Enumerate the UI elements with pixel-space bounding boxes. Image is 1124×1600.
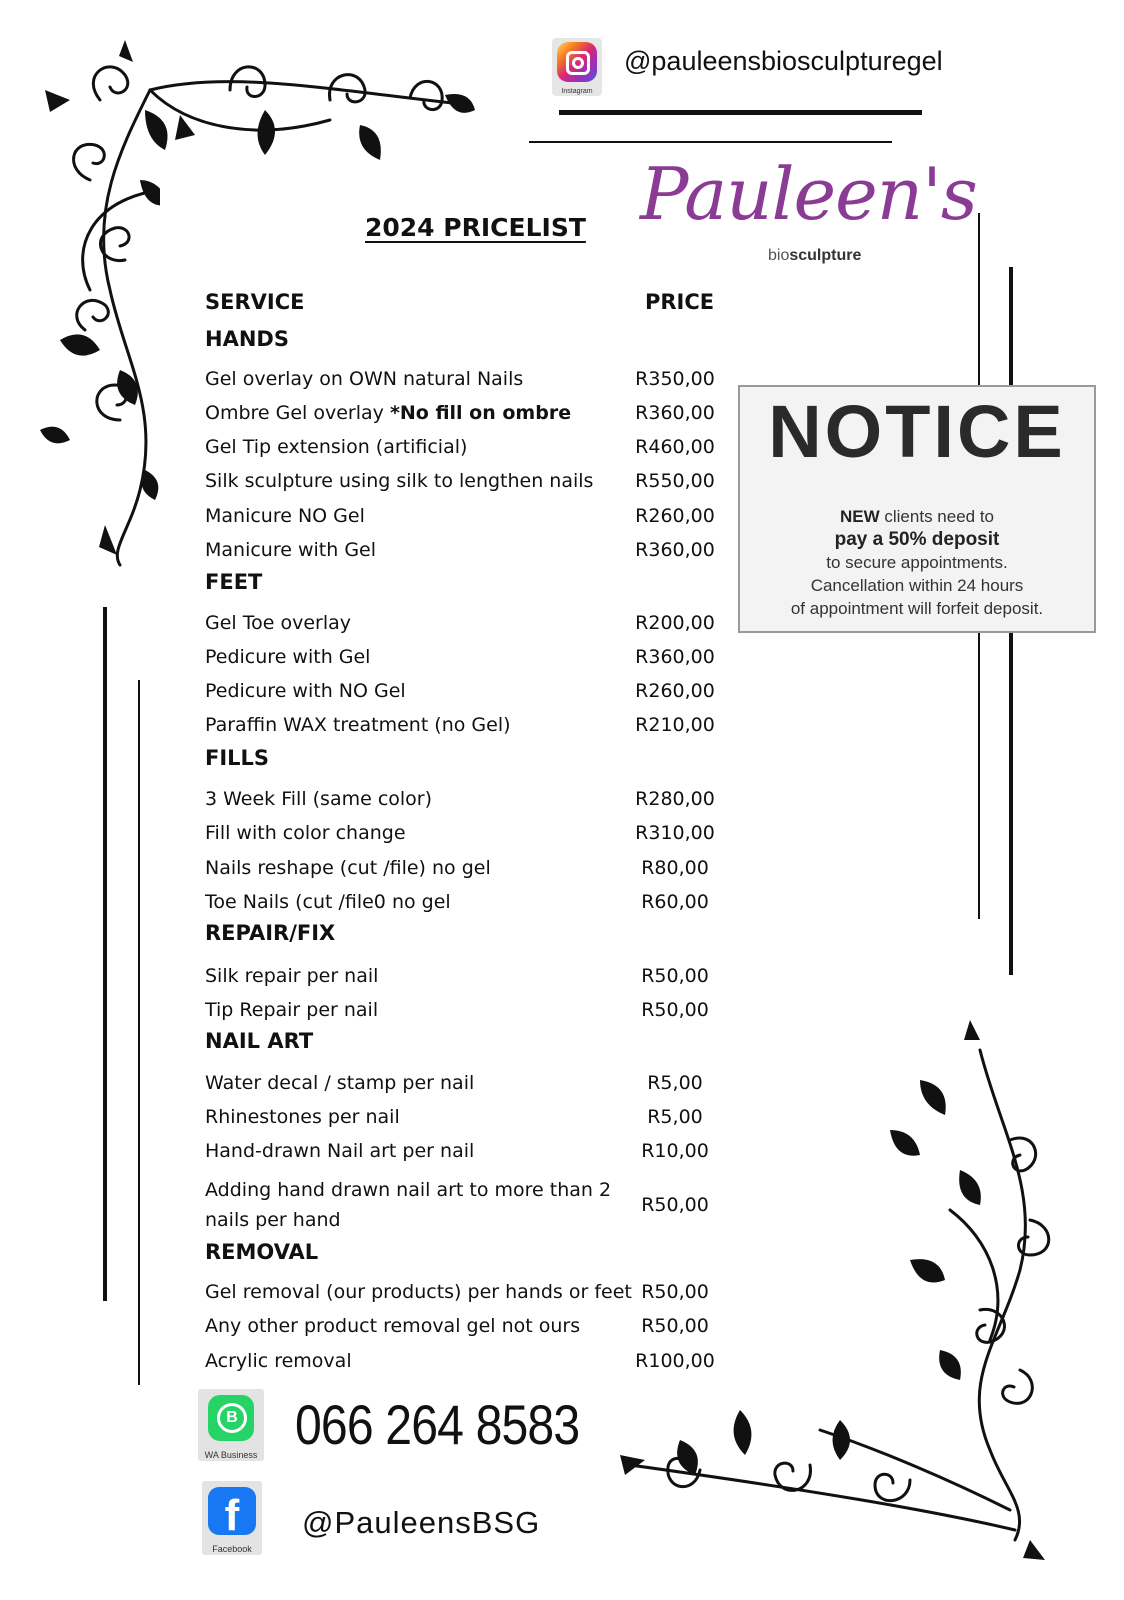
section-nail-art: NAIL ART [205,1029,314,1053]
service-price: R50,00 [641,1281,709,1303]
instagram-icon[interactable] [552,38,602,96]
phone-number[interactable]: 066 264 8583 [295,1393,580,1456]
service-name: Manicure NO Gel [205,505,365,527]
facebook-handle[interactable]: @PauleensBSG [302,1505,541,1540]
notice-box [738,385,1096,633]
service-price: R50,00 [641,1315,709,1337]
service-name: Adding hand drawn nail art to more than 2 [205,1179,612,1201]
service-price: R200,00 [635,612,715,634]
service-name: Manicure with Gel [205,539,377,561]
service-price: R50,00 [641,1194,709,1216]
service-name-wrap [205,1175,625,1235]
column-header-price: PRICE [645,290,715,314]
service-name: Nails reshape (cut /file) no gel [205,857,491,879]
service-name: Gel Tip extension (artificial) [205,436,468,458]
service-price: R460,00 [635,436,715,458]
whatsapp-business-icon[interactable]: B WA Business [198,1389,264,1461]
facebook-icon[interactable]: f Facebook [202,1481,262,1555]
service-price: R550,00 [635,470,715,492]
service-note: *No fill on ombre [389,402,572,424]
service-price: R310,00 [635,822,715,844]
service-name-line2: nails per hand [205,1209,341,1231]
service-name: Tip Repair per nail [205,999,379,1021]
service-name: Gel Toe overlay [205,612,351,634]
decor-line [103,607,107,1301]
service-price: R360,00 [635,402,715,424]
notice-line-1-text: clients need to [879,507,995,526]
brand-sub-light: bio [768,247,790,264]
service-name: Acrylic removal [205,1350,352,1372]
page-title: 2024 PRICELIST [365,213,586,242]
whatsapp-caption: WA Business [204,1450,258,1460]
service-name: Paraffin WAX treatment (no Gel) [205,714,511,736]
service-name: Silk repair per nail [205,965,379,987]
decor-line [559,110,922,115]
column-header-service: SERVICE [205,290,305,314]
brand-subtitle [768,247,861,265]
service-price: R260,00 [635,505,715,527]
service-name: 3 Week Fill (same color) [205,788,433,810]
service-price: R260,00 [635,680,715,702]
service-price: R50,00 [641,999,709,1021]
decor-line [529,141,892,143]
notice-line-4: Cancellation within 24 hours [810,576,1024,595]
section-hands: HANDS [205,327,289,351]
service-name: Ombre Gel overlay [205,402,390,424]
section-removal: REMOVAL [205,1240,319,1264]
service-name-wrap [205,398,625,428]
section-fills: FILLS [205,746,270,770]
notice-body [740,505,1094,620]
service-name: Silk sculpture using silk to lengthen nails [205,470,594,492]
price-row [205,1175,720,1237]
facebook-caption: Facebook [212,1544,252,1554]
decor-line [138,680,140,1385]
service-name: Hand-drawn Nail art per nail [205,1140,475,1162]
service-price: R60,00 [641,891,709,913]
service-price: R280,00 [635,788,715,810]
notice-title: NOTICE [768,390,1066,473]
service-price: R100,00 [635,1350,715,1372]
service-name: Gel removal (our products) per hands or feet [205,1281,632,1303]
instagram-handle[interactable]: @pauleensbiosculpturegel [624,46,943,76]
service-name: Fill with color change [205,822,406,844]
service-price: R5,00 [647,1106,703,1128]
service-name: Rhinestones per nail [205,1106,400,1128]
notice-line-3: to secure appointments. [826,553,1008,572]
service-name: Any other product removal gel not ours [205,1315,581,1337]
notice-line-5: of appointment will forfeit deposit. [790,599,1044,618]
brand-sub-bold: sculpture [789,247,862,264]
service-price: R350,00 [635,368,715,390]
service-price: R5,00 [647,1072,703,1094]
service-price: R50,00 [641,965,709,987]
service-name: Water decal / stamp per nail [205,1072,475,1094]
service-name: Pedicure with Gel [205,646,371,668]
notice-new: NEW [839,507,880,526]
brand-logo-text: Pauleen's [640,152,977,236]
notice-line-1 [740,505,1094,528]
service-name: Gel overlay on OWN natural Nails [205,368,524,390]
service-price: R10,00 [641,1140,709,1162]
service-name: Toe Nails (cut /file0 no gel [205,891,451,913]
service-name: Pedicure with NO Gel [205,680,406,702]
service-price: R210,00 [635,714,715,736]
service-price: R360,00 [635,539,715,561]
notice-line-2: pay a 50% deposit [834,529,1000,550]
service-price: R360,00 [635,646,715,668]
section-feet: FEET [205,570,263,594]
service-price: R80,00 [641,857,709,879]
instagram-caption: Instagram [561,88,593,95]
section-repair: REPAIR/FIX [205,921,336,945]
